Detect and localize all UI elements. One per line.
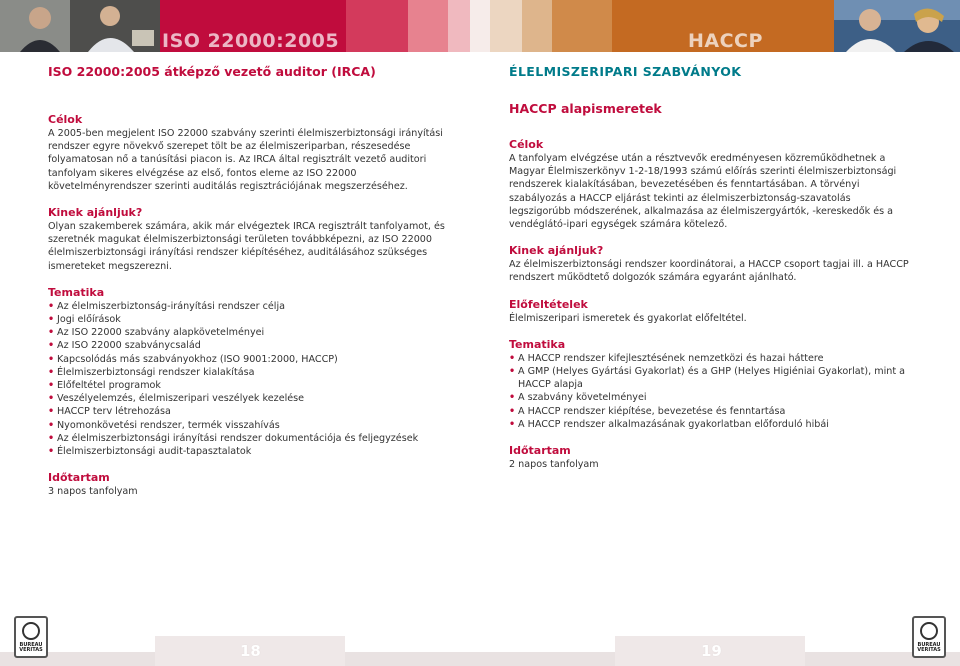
list-item: • A HACCP rendszer alkalmazásának gyakorlatban előforduló hibái: [509, 418, 909, 431]
right-tematika-list: [509, 352, 909, 431]
right-tematika-heading: Tematika: [509, 337, 566, 351]
right-celok-heading: Célok: [509, 138, 544, 151]
left-kinek-heading: Kinek ajánljuk?: [48, 206, 143, 220]
logo-text: BUREAU VERITAS: [19, 642, 43, 653]
bureau-veritas-logo-icon: [912, 616, 946, 658]
header-band: [0, 0, 960, 52]
right-elofeltetelek-text: Élelmiszeripari ismeretek és gyakorlat előfeltétel.: [509, 312, 747, 324]
bureau-veritas-logo-icon: [14, 616, 48, 658]
list-item: • A szabvány követelményei: [509, 391, 909, 404]
band-segment-peach-light: [490, 0, 522, 52]
left-celok-heading: Célok: [48, 113, 83, 126]
right-page-title: ÉLELMISZERIPARI SZABVÁNYOK: [509, 64, 742, 79]
people-photo-icon: [0, 0, 160, 52]
list-item: • Élelmiszerbiztonsági rendszer kialakítása: [48, 366, 448, 379]
list-item: • Jogi előírások: [48, 313, 448, 326]
right-idotartam-text: 2 napos tanfolyam: [509, 459, 599, 471]
left-idotartam-heading: Időtartam: [48, 471, 110, 485]
left-celok-text: A 2005-ben megjelent ISO 22000 szabvány szerinti élelmiszerbiztonsági irányítási rendszer egyre növekvő szerepet tölt be az élelmiszeriparban, részesedése folyamatosan nő a tanúsítási piacon is. Az IRCA által regisztrált vezető auditori tanfolyam sikeres elvégzése az első, fontos eleme az ISO 22000 követelményrendszer szerinti auditálás regisztrációjának megszerzéséhez.: [48, 128, 443, 192]
list-item: • Nyomonkövetési rendszer, termék visszahívás: [48, 419, 448, 432]
list-item: • Az élelmiszerbiztonság-irányítási rendszer célja: [48, 300, 448, 313]
band-title-haccp: HACCP: [688, 30, 763, 52]
page-number-left: 18: [240, 642, 261, 660]
left-page-title: ISO 22000:2005 átképző vezető auditor (IRCA): [48, 64, 376, 79]
left-idotartam-text: 3 napos tanfolyam: [48, 486, 138, 498]
list-item: • A GMP (Helyes Gyártási Gyakorlat) és a GHP (Helyes Higiéniai Gyakorlat), mint a HACCP alapja: [509, 365, 909, 391]
right-idotartam-heading: Időtartam: [509, 444, 571, 458]
right-page: [509, 64, 909, 484]
right-page-subtitle: HACCP alapismeretek: [509, 101, 662, 116]
right-celok-text: A tanfolyam elvégzése után a résztvevők eredményesen közreműködhetnek a Magyar Élelmiszerkönyv 1-2-18/1993 számú előírás szerinti élelmiszerbiztonsági rendszerek kialakításában, bevezetésében és fenntartásában. A törvényi szabályozás a HACCP eljárást tekinti az élelmiszerbiztonság-szavatolás legszigorúbb módszerének, alkalmazása az élelmiszergyártók, -kereskedők és a vendéglátó-ipari egységek számára kötelező.: [509, 153, 897, 231]
right-elofeltetelek-heading: Előfeltételek: [509, 297, 588, 311]
list-item: • Előfeltétel programok: [48, 379, 448, 392]
header-photo-right: [834, 0, 960, 52]
list-item: • Élelmiszerbiztonsági audit-tapasztalatok: [48, 445, 448, 458]
band-segment-orange-light: [552, 0, 612, 52]
footer-bar: [0, 652, 960, 666]
list-item: • Az ISO 22000 szabványcsalád: [48, 339, 448, 352]
list-item: • A HACCP rendszer kiépítése, bevezetése és fenntartása: [509, 405, 909, 418]
list-item: • Az ISO 22000 szabvány alapkövetelményei: [48, 326, 448, 339]
logo-ring: [22, 622, 40, 640]
left-tematika-list: [48, 300, 448, 458]
band-segment-pink-light: [448, 0, 470, 52]
list-item: • Veszélyelemzés, élelmiszeripari veszélyek kezelése: [48, 392, 448, 405]
band-title-iso: ISO 22000:2005: [162, 30, 340, 52]
list-item: • Az élelmiszerbiztonsági irányítási rendszer dokumentációja és feljegyzések: [48, 432, 448, 445]
band-segment-pink: [408, 0, 448, 52]
list-item: • HACCP terv létrehozása: [48, 405, 448, 418]
band-segment-peach: [522, 0, 552, 52]
logo-ring: [920, 622, 938, 640]
list-item: • Kapcsolódás más szabványokhoz (ISO 9001:2000, HACCP): [48, 353, 448, 366]
left-tematika-heading: Tematika: [48, 285, 105, 299]
header-photo-left: [0, 0, 160, 52]
right-kinek-heading: Kinek ajánljuk?: [509, 244, 604, 258]
left-page: [48, 64, 448, 511]
right-kinek-text: Az élelmiszerbiztonsági rendszer koordinátorai, a HACCP csoport tagjai ill. a HACCP rendszert működtető dolgozók számára egyaránt ajánlható.: [509, 259, 909, 284]
band-segment-white: [470, 0, 490, 52]
list-item: • A HACCP rendszer kifejlesztésének nemzetközi és hazai háttere: [509, 352, 909, 365]
page-number-right: 19: [701, 642, 722, 660]
band-segment-red-mid: [346, 0, 408, 52]
left-kinek-text: Olyan szakemberek számára, akik már elvégeztek IRCA regisztrált tanfolyamot, és szeretnék magukat élelmiszerbiztonsági területen továbbképezni, az ISO 22000 élelmiszerbiztonsági irányítási rendszer kiépítéséhez, auditálásához szükséges ismereteket megszerezni.: [48, 221, 445, 272]
people-photo-icon: [834, 0, 960, 52]
logo-text: BUREAU VERITAS: [917, 642, 941, 653]
